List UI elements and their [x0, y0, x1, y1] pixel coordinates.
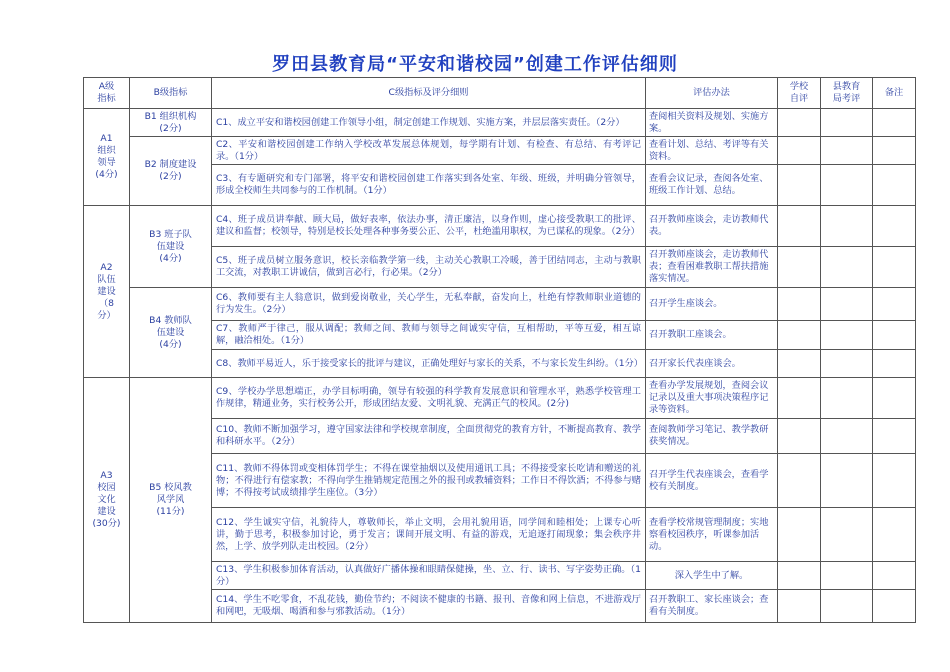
- c-criteria-cell: C1、成立平安和谐校园创建工作领导小组，制定创建工作规划、实施方案，并层层落实责任。（2分）: [212, 109, 646, 137]
- county-eval-cell: [821, 321, 873, 350]
- header-self-eval: 学校 自评: [778, 78, 821, 109]
- header-b-level: B级指标: [130, 78, 212, 109]
- self-eval-cell: [778, 562, 821, 590]
- self-eval-cell: [778, 454, 821, 508]
- header-county-eval: 县教育 局考评: [821, 78, 873, 109]
- self-eval-cell: [778, 206, 821, 247]
- b-level-cell: B4 教师队 伍建设 (4分): [130, 288, 212, 378]
- method-cell: 查看会议记录，查阅各处室、班级工作计划、总结。: [646, 165, 778, 206]
- self-eval-cell: [778, 590, 821, 623]
- county-eval-cell: [821, 562, 873, 590]
- header-row: [84, 78, 916, 109]
- b-level-cell: B1 组织机构 (2分): [130, 109, 212, 137]
- method-cell: 查阅教师学习笔记、教学教研获奖情况。: [646, 419, 778, 454]
- method-cell: 召开教职工座谈会。: [646, 321, 778, 350]
- method-cell: 查看学校常规管理制度；实地察看校园秩序，听课参加活动。: [646, 508, 778, 562]
- county-eval-cell: [821, 454, 873, 508]
- table-row: [84, 288, 916, 321]
- county-eval-cell: [821, 137, 873, 165]
- method-cell: 查看计划、总结、考评等有关资料。: [646, 137, 778, 165]
- note-cell: [873, 288, 916, 321]
- note-cell: [873, 454, 916, 508]
- self-eval-cell: [778, 508, 821, 562]
- a-level-cell: A3 校园 文化 建设 (30分): [84, 378, 130, 623]
- county-eval-cell: [821, 288, 873, 321]
- method-cell: 召开教师座谈会，走访教师代表；查看困难教职工帮扶措施落实情况。: [646, 247, 778, 288]
- note-cell: [873, 508, 916, 562]
- b-level-cell: B5 校风教 风学风 (11分): [130, 378, 212, 623]
- note-cell: [873, 165, 916, 206]
- c-criteria-cell: C7、教师严于律己，服从调配；教师之间、教师与领导之间诚实守信，互相帮助，平等互爱，相互谅解，融洽相处。（1分）: [212, 321, 646, 350]
- header-method: 评估办法: [646, 78, 778, 109]
- self-eval-cell: [778, 109, 821, 137]
- c-criteria-cell: C12、学生诚实守信，礼貌待人，尊敬师长，举止文明，会用礼貌用语，同学间和睦相处；上课专心听讲，勤于思考，积极参加讨论，勇于发言；课间开展文明、有益的游戏，无追逐打闹现象；集会秩序井然，上学、放学列队走出校园。（2分）: [212, 508, 646, 562]
- b-level-cell: B3 班子队 伍建设 (4分): [130, 206, 212, 288]
- table-row: [84, 378, 916, 419]
- self-eval-cell: [778, 165, 821, 206]
- method-cell: 召开教师座谈会，走访教师代表。: [646, 206, 778, 247]
- c-criteria-cell: C3、有专题研究和专门部署，将平安和谐校园创建工作落实到各处室、年级、班级，并明确分管领导，形成全校师生共同参与的工作机制。（1分）: [212, 165, 646, 206]
- self-eval-cell: [778, 288, 821, 321]
- county-eval-cell: [821, 206, 873, 247]
- c-criteria-cell: C9、学校办学思想端正，办学目标明确，领导有较强的科学教育发展意识和管理水平，熟悉学校管理工作规律，精通业务，实行校务公开，形成团结友爱、文明礼貌、充满正气的校风。(2分): [212, 378, 646, 419]
- county-eval-cell: [821, 419, 873, 454]
- county-eval-cell: [821, 247, 873, 288]
- c-criteria-cell: C11、教师不得体罚或变相体罚学生；不得在课堂抽烟以及使用通讯工具；不得接受家长吃请和赠送的礼物；不得进行有偿家教；不得向学生推销规定范围之外的报刊或教辅资料；工作日不得饮酒；不得参与赌博；不得按考试成绩排学生座位。（3分）: [212, 454, 646, 508]
- a-level-cell: A2 队伍 建设 （8 分）: [84, 206, 130, 378]
- note-cell: [873, 350, 916, 378]
- c-criteria-cell: C6、教师要有主人翁意识，做到爱岗敬业，关心学生，无私奉献，奋发向上，杜绝有悖教师职业道德的行为发生。（2分）: [212, 288, 646, 321]
- c-criteria-cell: C13、学生积极参加体育活动，认真做好广播体操和眼睛保健操，坐、立、行、读书、写字姿势正确。（1分）: [212, 562, 646, 590]
- method-cell: 召开学生代表座谈会，查看学校有关制度。: [646, 454, 778, 508]
- self-eval-cell: [778, 321, 821, 350]
- note-cell: [873, 137, 916, 165]
- table-row: [84, 109, 916, 137]
- method-cell: 召开教职工、家长座谈会；查看有关制度。: [646, 590, 778, 623]
- note-cell: [873, 109, 916, 137]
- b-level-cell: B2 制度建设 (2分): [130, 137, 212, 206]
- header-c-level: C级指标及评分细则: [212, 78, 646, 109]
- self-eval-cell: [778, 419, 821, 454]
- c-criteria-cell: C2、平安和谐校园创建工作纳入学校改革发展总体规划，每学期有计划、有检查、有总结、有考评记录。（1分）: [212, 137, 646, 165]
- self-eval-cell: [778, 247, 821, 288]
- page-title: 罗田县教育局“平安和谐校园”创建工作评估细则: [272, 54, 678, 75]
- evaluation-table: [83, 77, 916, 623]
- county-eval-cell: [821, 378, 873, 419]
- c-criteria-cell: C4、班子成员讲奉献、顾大局，做好表率，依法办事，清正廉洁，以身作则，虚心接受教职工的批评、建议和监督；校领导，特别是校长处理各种事务要公正、公平，杜绝滥用职权，为已谋私的现象。（2分）: [212, 206, 646, 247]
- county-eval-cell: [821, 508, 873, 562]
- note-cell: [873, 206, 916, 247]
- method-cell: 深入学生中了解。: [646, 562, 778, 590]
- a-level-cell: A1 组织 领导 (4分): [84, 109, 130, 206]
- c-criteria-cell: C5、班子成员树立服务意识，校长亲临教学第一线，主动关心教职工冷暖，善于团结同志，主动与教职工交流，对教职工讲诚信，做到言必行，行必果。（2分）: [212, 247, 646, 288]
- c-criteria-cell: C14、学生不吃零食，不乱花钱，勤俭节约；不阅读不健康的书籍、报刊、音像和网上信息，不进游戏厅和网吧，无吸烟、喝酒和参与邪教活动。（1分）: [212, 590, 646, 623]
- header-note: 备注: [873, 78, 916, 109]
- note-cell: [873, 590, 916, 623]
- note-cell: [873, 419, 916, 454]
- self-eval-cell: [778, 378, 821, 419]
- note-cell: [873, 562, 916, 590]
- method-cell: 召开家长代表座谈会。: [646, 350, 778, 378]
- method-cell: 召开学生座谈会。: [646, 288, 778, 321]
- county-eval-cell: [821, 590, 873, 623]
- table-row: [84, 206, 916, 247]
- table-row: [84, 137, 916, 165]
- method-cell: 查看办学发展规划，查阅会议记录以及重大事项决策程序记录等资料。: [646, 378, 778, 419]
- method-cell: 查阅相关资料及规划、实施方案。: [646, 109, 778, 137]
- note-cell: [873, 321, 916, 350]
- c-criteria-cell: C10、教师不断加强学习，遵守国家法律和学校规章制度，全面贯彻党的教育方针，不断提高教育、教学和科研水平。（2分）: [212, 419, 646, 454]
- self-eval-cell: [778, 137, 821, 165]
- county-eval-cell: [821, 109, 873, 137]
- note-cell: [873, 378, 916, 419]
- c-criteria-cell: C8、教师平易近人，乐于接受家长的批评与建议，正确处理好与家长的关系，不与家长发生纠纷。（1分）: [212, 350, 646, 378]
- note-cell: [873, 247, 916, 288]
- county-eval-cell: [821, 350, 873, 378]
- header-a-level: A级 指标: [84, 78, 130, 109]
- county-eval-cell: [821, 165, 873, 206]
- self-eval-cell: [778, 350, 821, 378]
